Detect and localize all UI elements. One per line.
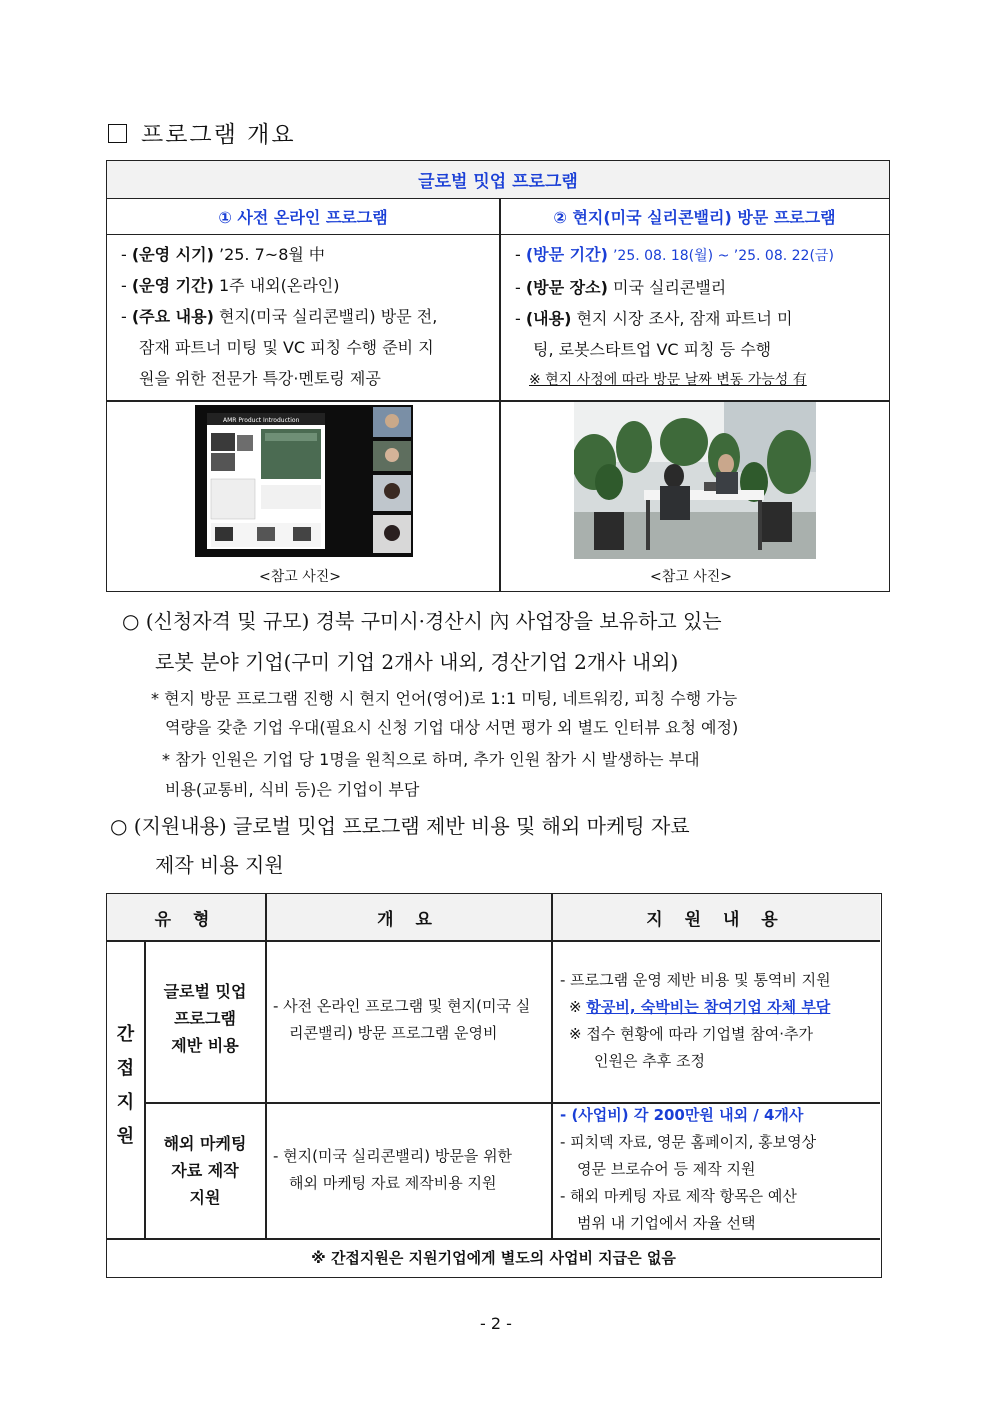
row2-content-line5: 범위 내 기업에서 자율 선택 bbox=[577, 1214, 756, 1232]
photo-slide-title: AMR Product Introduction bbox=[223, 417, 300, 424]
eligibility-note2b: 비용(교통비, 식비 등)은 기업이 부담 bbox=[165, 780, 420, 799]
visit-program-details: - (방문 기간) ’25. 08. 18(월) ~ ’25. 08. 22(금) - (방문 장소) 미국 실리콘밸리 - (내용) 현지 시장 조사, 잠재 파트너 미 팅, 로봇스타트업 VC 피칭 등 수행 ※ 현지 사정에 따라 방문 날짜 변동 가능성 有 bbox=[515, 239, 834, 396]
divider-overview-content bbox=[551, 894, 553, 1238]
row1-content-line1: - 프로그램 운영 제반 비용 및 통역비 지원 bbox=[560, 971, 831, 989]
page-number: - 2 - bbox=[480, 1314, 512, 1333]
indirect-support-label: 간 접 지 원 bbox=[116, 1024, 135, 1147]
online-meeting-photo bbox=[195, 405, 413, 557]
photo1-caption: <참고 사진> bbox=[259, 569, 342, 585]
eligibility-line1: ○ (신청자격 및 규모) 경북 구미시·경산시 內 사업장을 보유하고 있는 bbox=[122, 609, 722, 633]
row2-content-line1: - (사업비) 각 200만원 내외 / 4개사 bbox=[560, 1106, 804, 1124]
online-program-details: - (운영 시기) ’25. 7~8월 中 - (운영 기간) 1주 내외(온라인) - (주요 내용) 현지(미국 실리콘밸리) 방문 전, 잠재 파트너 미팅 및 VC 피칭 수행 준비 지 원을 위한 전문가 특강·멘토링 제공 bbox=[121, 245, 438, 388]
support-line1: ○ (지원내용) 글로벌 밋업 프로그램 제반 비용 및 해외 마케팅 자료 bbox=[110, 814, 690, 838]
eligibility-note2a: * 참가 인원은 기업 당 1명을 원칙으로 하며, 추가 인원 참가 시 발생하는 부대 bbox=[162, 750, 700, 769]
support-line2: 제작 비용 지원 bbox=[155, 853, 284, 877]
eligibility-note1b: 역량을 갖춘 기업 우대(필요시 신청 기업 대상 서면 평가 외 별도 인터뷰 요청 예정) bbox=[165, 718, 739, 737]
column-divider bbox=[499, 199, 501, 591]
support-table bbox=[106, 893, 882, 1278]
eligibility-note1a: * 현지 방문 프로그램 진행 시 현지 언어(영어)로 1:1 미팅, 네트워킹, 피칭 수행 가능 bbox=[151, 689, 738, 708]
row2-content-line2: - 피치덱 자료, 영문 홈페이지, 홍보영상 bbox=[560, 1133, 817, 1151]
checkbox-square-icon bbox=[108, 124, 127, 143]
row2-type: 해외 마케팅 자료 제작 지원 bbox=[163, 1134, 247, 1207]
row1-overview-line1: - 사전 온라인 프로그램 및 현지(미국 실 bbox=[273, 997, 531, 1015]
site-visit-photo bbox=[574, 402, 816, 559]
divider-type-overview bbox=[265, 894, 267, 1238]
row2-overview-line1: - 현지(미국 실리콘밸리) 방문을 위한 bbox=[273, 1147, 513, 1165]
program-table bbox=[106, 160, 890, 592]
row1-overview-line2: 리콘밸리) 방문 프로그램 운영비 bbox=[289, 1024, 498, 1042]
header-content: 지 원 내 용 bbox=[552, 894, 880, 940]
program-table-title: 글로벌 밋업 프로그램 bbox=[107, 161, 889, 199]
col1-title: ① 사전 온라인 프로그램 bbox=[107, 199, 499, 235]
visit-date-note: ※ 현지 사정에 따라 방문 날짜 변동 가능성 有 bbox=[529, 372, 807, 388]
section-heading: 프로그램 개요 bbox=[108, 116, 296, 149]
row1-type: 글로벌 밋업 프로그램 제반 비용 bbox=[163, 982, 247, 1055]
eligibility-line2: 로봇 분야 기업(구미 기업 2개사 내외, 경산기업 2개사 내외) bbox=[155, 650, 679, 674]
row1-content-line3: ※ 접수 현황에 따라 기업별 참여·추가 bbox=[569, 1025, 814, 1043]
header-divider bbox=[107, 940, 880, 942]
col2-title: ② 현지(미국 실리콘밸리) 방문 프로그램 bbox=[500, 199, 889, 235]
row1-content-line4: 인원은 추후 조정 bbox=[594, 1052, 705, 1070]
photo2-caption: <참고 사진> bbox=[650, 569, 733, 585]
support-table-footer: ※ 간접지원은 지원기업에게 별도의 사업비 지급은 없음 bbox=[311, 1249, 676, 1267]
header-overview: 개 요 bbox=[266, 894, 551, 940]
row2-content-line4: - 해외 마케팅 자료 제작 항목은 예산 bbox=[560, 1187, 797, 1205]
row2-content-line3: 영문 브로슈어 등 제작 지원 bbox=[577, 1160, 756, 1178]
row2-overview-line2: 해외 마케팅 자료 제작비용 지원 bbox=[289, 1174, 497, 1192]
row1-content-line2: ※ 항공비, 숙박비는 참여기업 자체 부담 bbox=[569, 998, 831, 1016]
online-meeting-illustration bbox=[195, 405, 413, 557]
header-type: 유 형 bbox=[107, 894, 265, 940]
meeting-room-illustration bbox=[574, 402, 816, 559]
